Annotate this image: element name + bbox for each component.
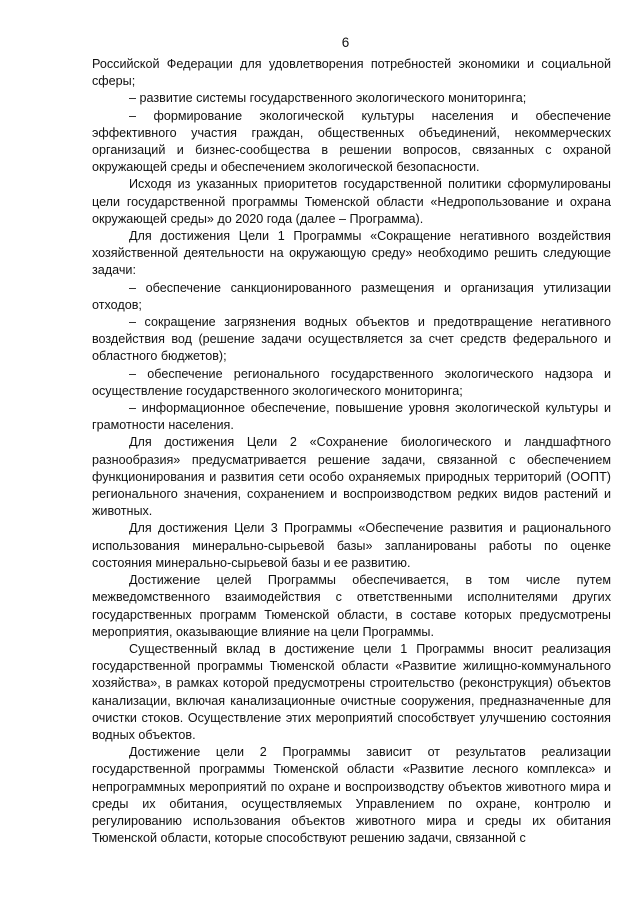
page-number: 6 — [341, 35, 350, 50]
paragraph: Достижение цели 2 Программы зависит от результатов реализации государственной программы Тюменской области «Развитие лесного комплекса» и непрограммных мероприятий по охране и воспроизводству объектов животного мира и среды их обитания, осуществляемых Управлением по охране, контролю и регулированию использования объектов животного мира и среды их обитания Тюменской области, которые способствуют решению задачи, связанной с — [92, 745, 611, 846]
paragraph: Для достижения Цели 3 Программы «Обеспечение развития и рационального использования минерально-сырьевой базы» запланированы работы по оценке состояния минерально-сырьевой базы и ее развитию. — [92, 521, 611, 570]
list-item: – информационное обеспечение, повышение уровня экологической культуры и грамотности населения. — [92, 401, 611, 433]
paragraph: Для достижения Цели 1 Программы «Сокращение негативного воздействия хозяйственной деятельности на окружающую среду» необходимо решить следующие задачи: — [92, 229, 611, 278]
paragraph: Существенный вклад в достижение цели 1 Программы вносит реализация государственной программы Тюменской области «Развитие жилищно-коммунального хозяйства», в рамках которой предусмотрены строительство (реконструкция) объектов канализации, включая канализационные очистные сооружения, предназначенные для очистки стоков. Осуществление этих мероприятий способствует улучшению состояния водных объектов. — [92, 641, 611, 742]
paragraph: Исходя из указанных приоритетов государственной политики сформулированы цели государственной программы Тюменской области «Недропользование и охрана окружающей среды» до 2020 года (далее – Программа). — [92, 177, 611, 226]
paragraph: Российской Федерации для удовлетворения потребностей экономики и социальной сферы; — [92, 57, 611, 89]
list-item: – обеспечение санкционированного размещения и организация утилизации отходов; — [92, 280, 611, 312]
list-item: – формирование экологической культуры населения и обеспечение эффективного участия граждан, общественных объединений, некоммерческих организаций и бизнес-сообщества в решении вопросов, связанных с охраной окружающей среды и обеспечением экологической безопасности. — [92, 108, 611, 175]
list-item: – развитие системы государственного экологического мониторинга; — [129, 91, 527, 106]
list-item: – обеспечение регионального государственного экологического надзора и осуществление государственного экологического мониторинга; — [92, 366, 611, 398]
paragraph: Достижение целей Программы обеспечивается, в том числе путем межведомственного взаимодействия с ответственными исполнителями других государственных программ Тюменской области, в составе которых предусмотрены мероприятия, оказывающие влияние на цели Программы. — [92, 573, 611, 639]
paragraph: Для достижения Цели 2 «Сохранение биологического и ландшафтного разнообразия» предусматривается решение задачи, связанной с обеспечением функционирования и развития сети особо охраняемых природных территорий (ООПТ) регионального значения, сохранением и воспроизводством редких видов растений и животных. — [92, 435, 611, 519]
list-item: – сокращение загрязнения водных объектов и предотвращение негативного воздействия вод (решение задачи осуществляется за счет средств федерального и областного бюджетов); — [92, 315, 611, 364]
document-body — [92, 56, 611, 847]
